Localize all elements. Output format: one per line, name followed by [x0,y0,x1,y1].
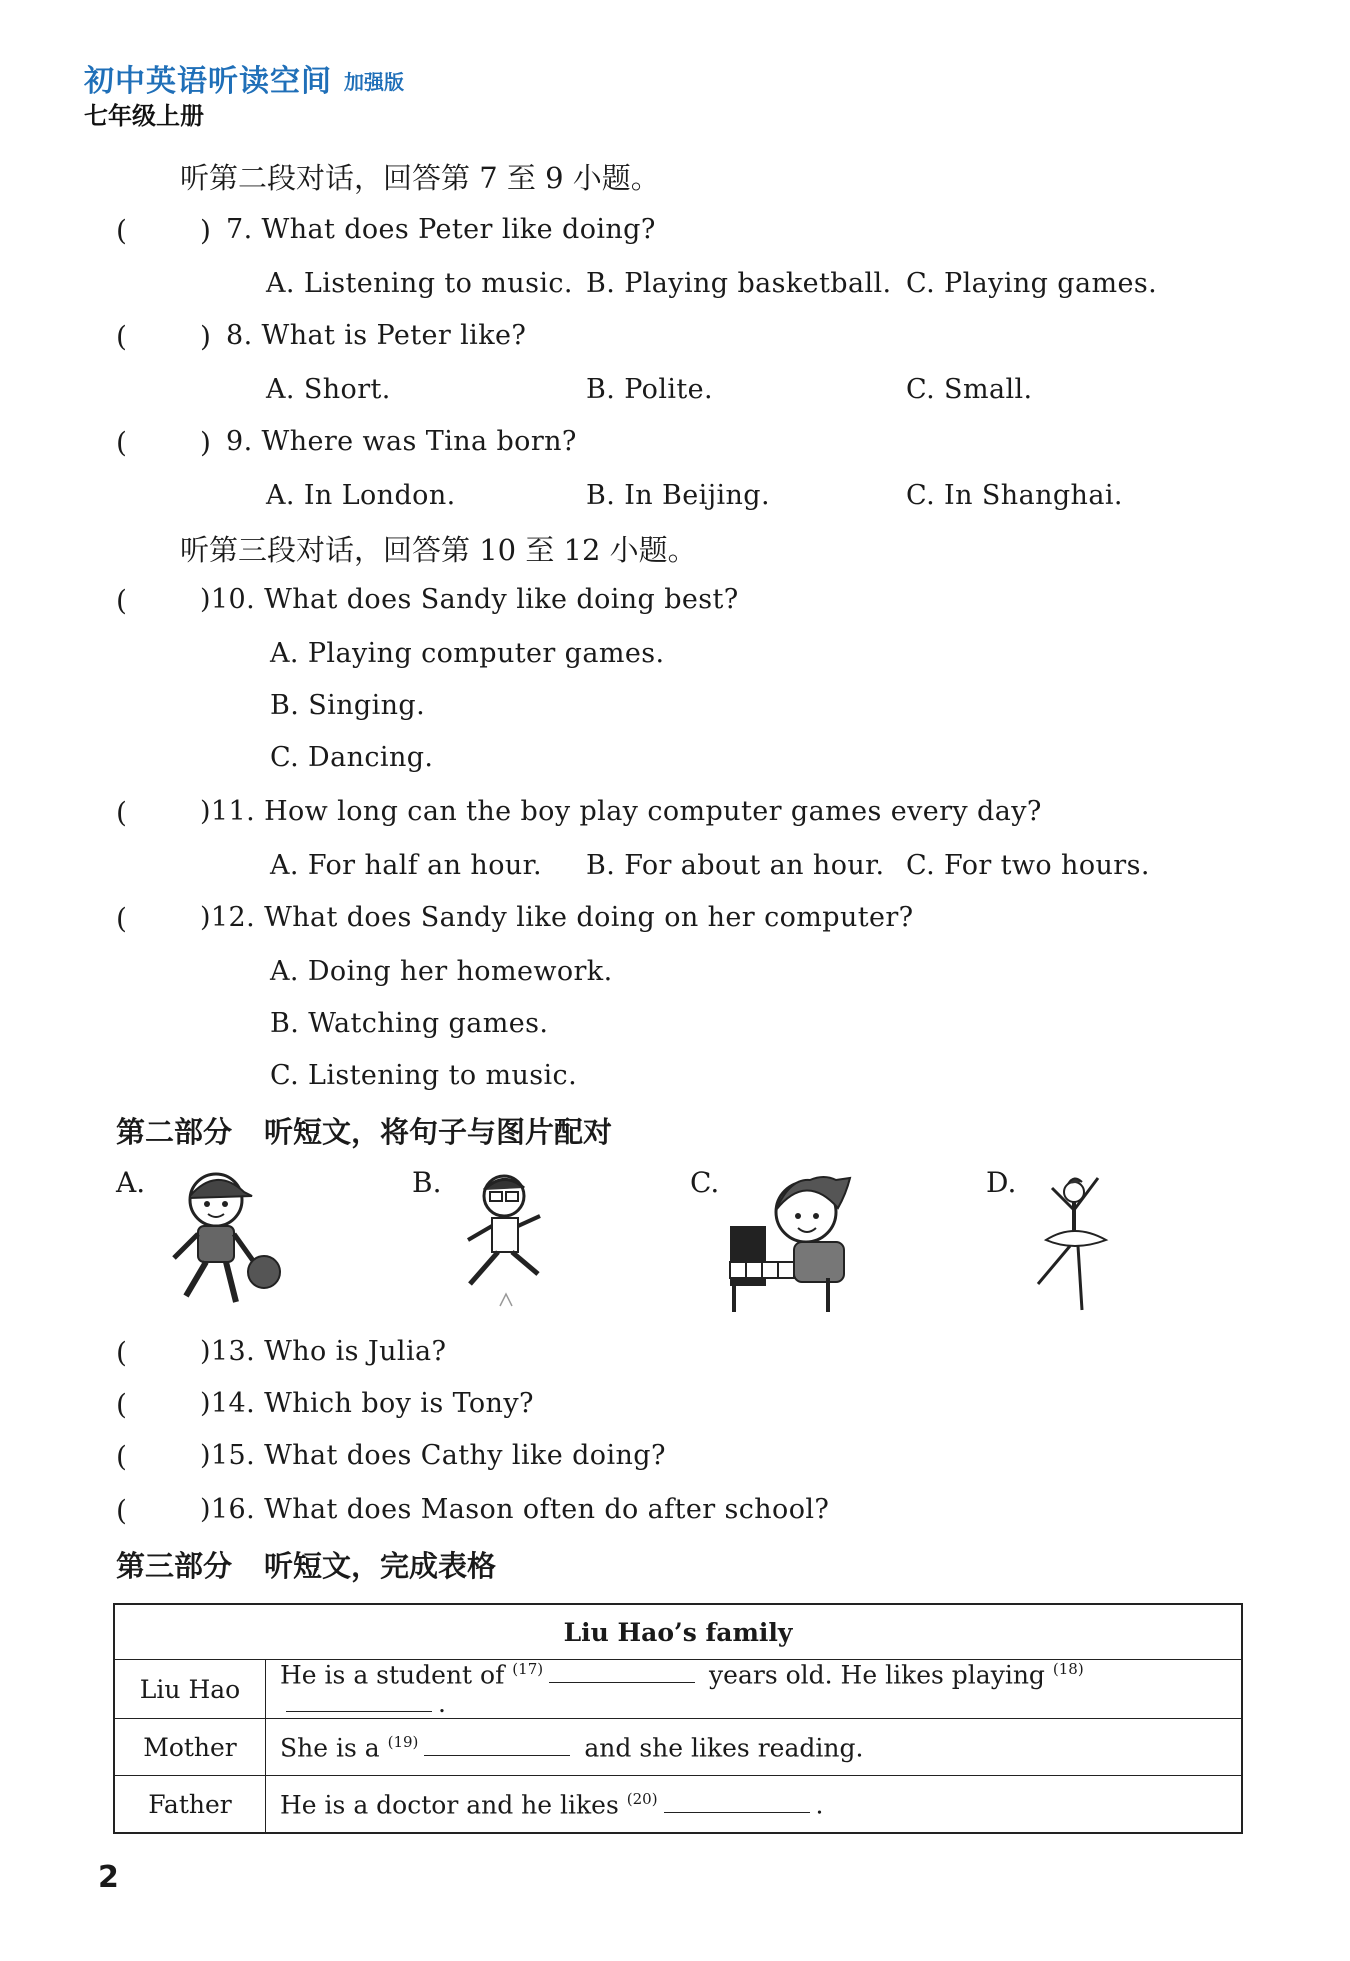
picture-label-c: C. [690,1166,720,1199]
answer-paren-close: ) [200,320,211,353]
row-label: Mother [114,1719,266,1776]
blank-18[interactable] [286,1689,432,1712]
question-10: )10. What does Sandy like doing best? [200,584,739,615]
answer-paren[interactable]: ( [116,1336,127,1369]
row-content: He is a student of $^{(17)}$ years old. He likes playing $^{(18)}$. [266,1660,1243,1719]
boy-basketball-icon [156,1166,286,1320]
part2-heading: 第二部分 听短文，将句子与图片配对 [116,1115,613,1149]
row-content: She is a $^{(19)}$ and she likes reading. [266,1719,1243,1776]
page-number: 2 [98,1860,119,1895]
picture-label-d: D. [986,1166,1017,1199]
question-14: )14. Which boy is Tony? [200,1388,534,1419]
ballet-dancer-icon [1024,1166,1124,1320]
table-header-row [114,1604,1242,1660]
option-10b: B. Singing. [270,690,426,721]
question-7: 7. What does Peter like doing? [226,214,656,245]
table-row [114,1719,1242,1776]
option-8c: C. Small. [906,374,1033,405]
dialog2-instruction: 听第二段对话，回答第 7 至 9 小题。 [180,161,660,195]
grade-label: 七年级上册 [84,102,204,130]
option-9b: B. In Beijing. [586,480,770,511]
blank-19[interactable] [424,1733,570,1756]
girl-piano-icon [728,1166,868,1320]
part3-heading: 第三部分 听短文，完成表格 [116,1549,497,1583]
row-label: Father [114,1776,266,1834]
option-7a: A. Listening to music. [266,268,573,299]
blank-17[interactable] [549,1660,695,1683]
option-9c: C. In Shanghai. [906,480,1123,511]
answer-paren[interactable]: ( [116,1440,127,1473]
option-9a: A. In London. [266,480,456,511]
question-8: 8. What is Peter like? [226,320,527,351]
answer-paren[interactable]: ( [116,1494,127,1527]
question-15: )15. What does Cathy like doing? [200,1440,666,1471]
answer-paren[interactable]: ( [116,584,127,617]
option-7b: B. Playing basketball. [586,268,892,299]
option-10c: C. Dancing. [270,742,434,773]
blank-20[interactable] [664,1790,810,1813]
answer-paren[interactable]: ( [116,214,127,247]
table-row [114,1660,1242,1719]
boy-running-icon [446,1166,566,1320]
picture-label-b: B. [412,1166,442,1199]
question-11: )11. How long can the boy play computer games every day? [200,796,1042,827]
option-11a: A. For half an hour. [270,850,542,881]
option-11c: C. For two hours. [906,850,1150,881]
option-11b: B. For about an hour. [586,850,885,881]
table-title: Liu Hao’s family [114,1604,1242,1660]
dialog3-instruction: 听第三段对话，回答第 10 至 12 小题。 [180,533,697,567]
option-8a: A. Short. [266,374,391,405]
answer-paren[interactable]: ( [116,320,127,353]
row-content: He is a doctor and he likes $^{(20)}$ . [266,1776,1243,1834]
answer-paren[interactable]: ( [116,1388,127,1421]
question-13: )13. Who is Julia? [200,1336,447,1367]
table-row [114,1776,1242,1834]
answer-paren[interactable]: ( [116,426,127,459]
picture-label-a: A. [116,1166,146,1199]
question-9: 9. Where was Tina born? [226,426,577,457]
question-16: )16. What does Mason often do after school? [200,1494,830,1525]
answer-paren[interactable]: ( [116,796,127,829]
answer-paren[interactable]: ( [116,902,127,935]
option-10a: A. Playing computer games. [270,638,665,669]
option-12b: B. Watching games. [270,1008,549,1039]
option-7c: C. Playing games. [906,268,1158,299]
option-12a: A. Doing her homework. [270,956,613,987]
edition-label: 加强版 [344,70,404,94]
row-label: Liu Hao [114,1660,266,1719]
answer-paren-close: ) [200,426,211,459]
question-12: )12. What does Sandy like doing on her computer? [200,902,914,933]
option-8b: B. Polite. [586,374,714,405]
answer-paren-close: ) [200,214,211,247]
series-title: 初中英语听读空间 [84,64,332,99]
family-table [113,1603,1243,1834]
option-12c: C. Listening to music. [270,1060,578,1091]
